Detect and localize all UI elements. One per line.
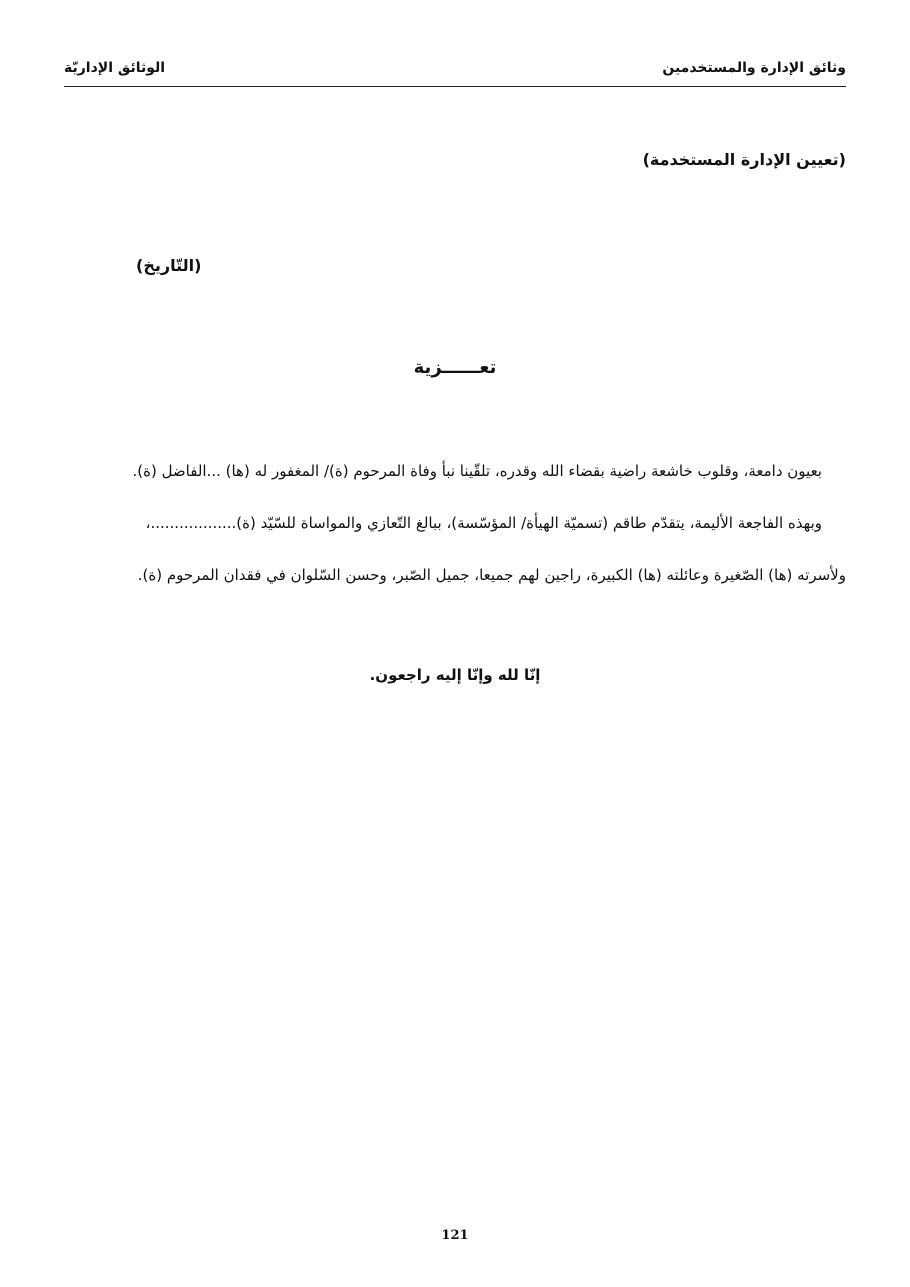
running-header — [64, 58, 846, 87]
header-chapter-title: الوثائق الإداريّة — [64, 60, 166, 76]
issuer-placeholder: (تعيين الإدارة المستخدمة) — [642, 150, 846, 169]
body-line: ولأسرته (ها) الصّغيرة وعائلته (ها) الكبيرة، راجين لهم جميعا، جميل الصّبر، وحسن السّلوان في فقدان المرحوم (ة). — [137, 566, 846, 584]
page-number: 121 — [441, 1228, 469, 1243]
date-placeholder: (التّاريخ) — [136, 256, 202, 275]
header-section-title: وثائق الإدارة والمستخدمين — [662, 60, 846, 76]
document-title: تعــــــزية — [413, 357, 497, 378]
body-line: بعيون دامعة، وقلوب خاشعة راضية بقضاء الله وقدره، تلقّينا نبأ وفاة المرحوم (ة)/ المغفور له (ها) ...الفاضل (ة). — [132, 462, 822, 480]
body-line: وبهذه الفاجعة الأليمة، يتقدّم طاقم (تسميّة الهيأة/ المؤسّسة)، ببالغ التّعازي والمواساة للسّيّد (ة)..................، — [145, 514, 822, 532]
closing-phrase: إنّا لله وإنّا إليه راجعون. — [369, 666, 541, 684]
